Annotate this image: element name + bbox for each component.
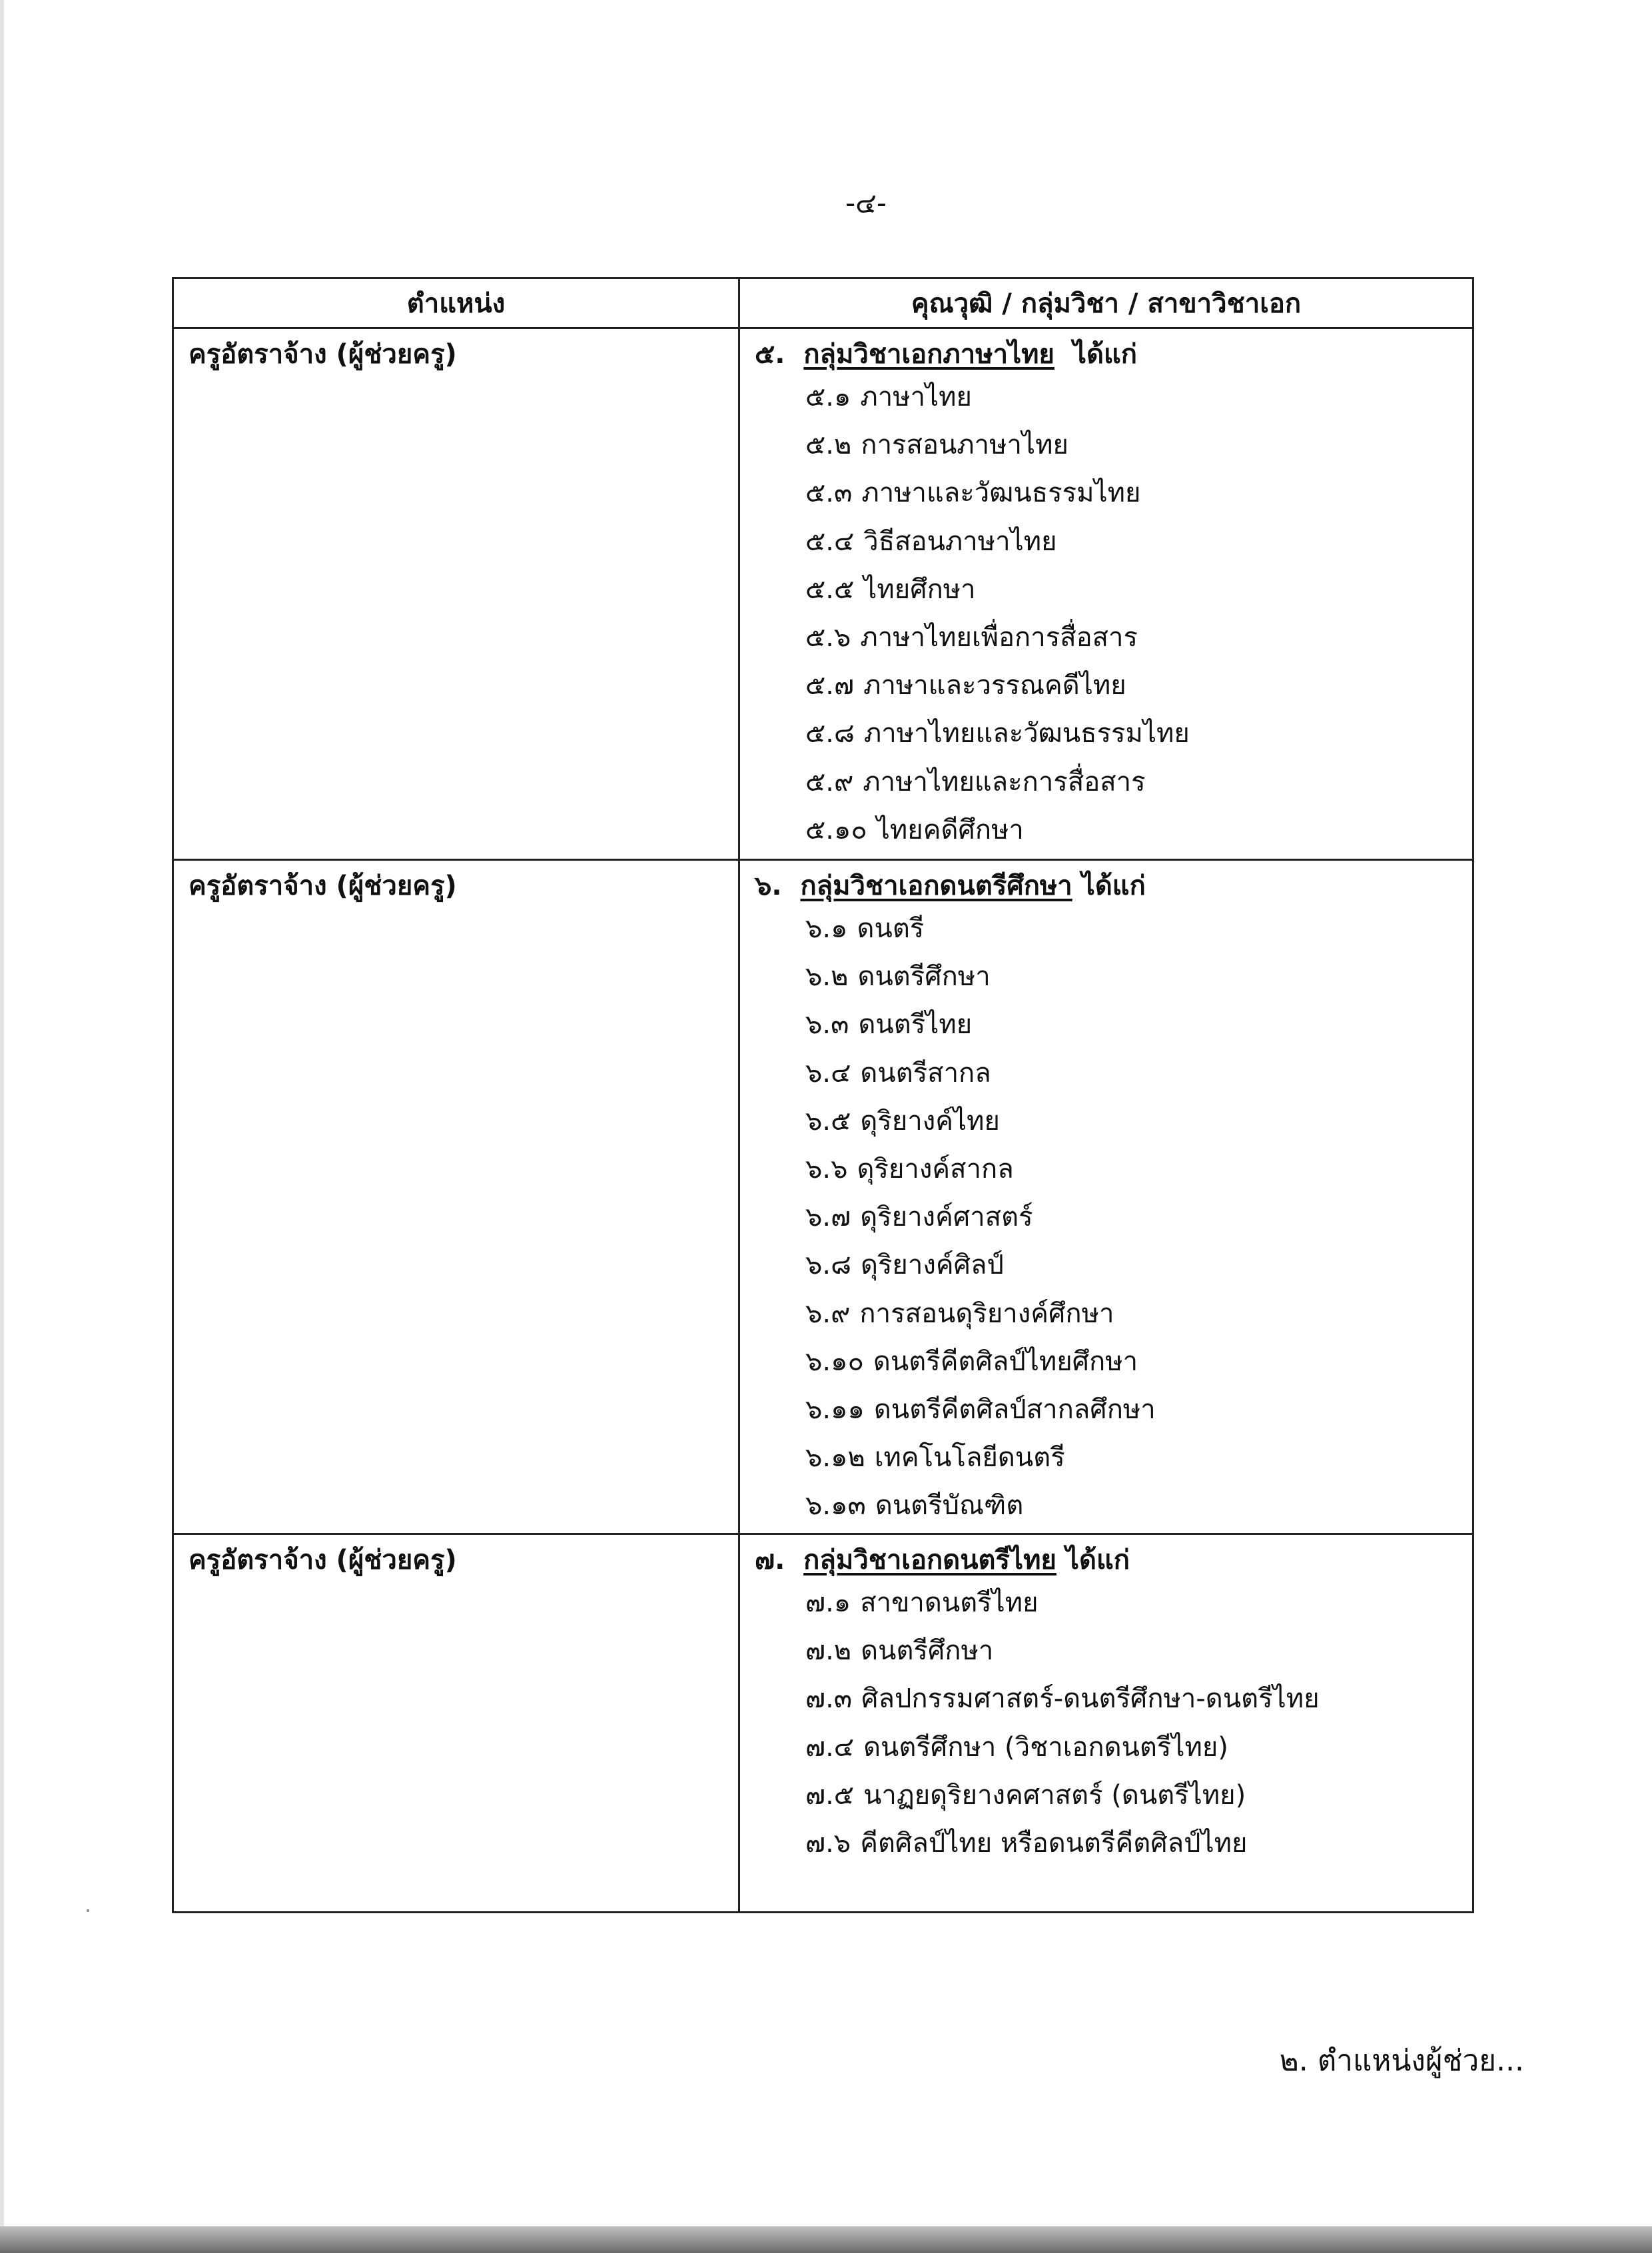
item-text: ดนตรี bbox=[857, 913, 925, 944]
item-number: ๗.๒ bbox=[805, 1635, 852, 1667]
item-text: ดนตรีไทย bbox=[858, 1009, 973, 1041]
item-number: ๖.๑๐ bbox=[805, 1346, 864, 1377]
item-number: ๕.๘ bbox=[805, 718, 855, 749]
page-number: -๔- bbox=[845, 187, 887, 219]
list-item bbox=[805, 758, 1472, 806]
group-name: กลุ่มวิชาเอกดนตรีศึกษา bbox=[800, 871, 1072, 901]
item-number: ๕.๒ bbox=[805, 430, 852, 461]
list-item bbox=[805, 1145, 1472, 1193]
group-name: กลุ่มวิชาเอกภาษาไทย bbox=[803, 339, 1054, 370]
position-text: ครูอัตราจ้าง (ผู้ช่วยครู) bbox=[189, 1545, 457, 1576]
list-item bbox=[805, 1097, 1472, 1145]
item-number: ๕.๔ bbox=[805, 526, 855, 557]
item-text: ภาษาไทยเพื่อการสื่อสาร bbox=[860, 622, 1138, 654]
group-suffix: ได้แก่ bbox=[1072, 339, 1137, 370]
header-position: ตำแหน่ง bbox=[173, 278, 739, 328]
list-item bbox=[805, 1482, 1472, 1530]
list-item bbox=[805, 1675, 1472, 1723]
list-item bbox=[805, 1193, 1472, 1241]
item-text: ดนตรีศึกษา (วิชาเอกดนตรีไทย) bbox=[863, 1731, 1228, 1763]
item-text: ดุริยางค์ศิลป์ bbox=[860, 1250, 1004, 1281]
list-item bbox=[805, 953, 1472, 1001]
item-text: ดุริยางค์สากล bbox=[857, 1154, 1014, 1185]
list-item bbox=[805, 1434, 1472, 1482]
qualification-cell bbox=[739, 328, 1473, 860]
item-number: ๕.๕ bbox=[805, 574, 855, 605]
item-number: ๕.๑ bbox=[805, 382, 851, 412]
list-item bbox=[805, 614, 1472, 662]
group-name: กลุ่มวิชาเอกดนตรีไทย bbox=[803, 1545, 1056, 1576]
item-number: ๖.๖ bbox=[805, 1154, 848, 1185]
item-number: ๕.๖ bbox=[805, 622, 851, 654]
table-row bbox=[173, 1534, 1473, 1913]
list-item bbox=[805, 1627, 1472, 1675]
item-text: ภาษาและวรรณคดีไทย bbox=[863, 670, 1126, 701]
item-text: ดุริยางค์ไทย bbox=[860, 1105, 1000, 1136]
scan-bottom-edge bbox=[0, 2226, 1652, 2253]
position-cell bbox=[173, 328, 739, 860]
item-number: ๖.๑๓ bbox=[805, 1490, 866, 1522]
item-text: ภาษาและวัฒนธรรมไทย bbox=[861, 478, 1141, 509]
list-item bbox=[805, 373, 1472, 421]
item-number: ๖.๓ bbox=[805, 1009, 849, 1041]
item-text: การสอนดุริยางค์ศึกษา bbox=[859, 1298, 1114, 1329]
position-text: ครูอัตราจ้าง (ผู้ช่วยครู) bbox=[189, 871, 457, 901]
subject-list bbox=[740, 373, 1472, 854]
position-text: ครูอัตราจ้าง (ผู้ช่วยครู) bbox=[189, 339, 457, 370]
list-item bbox=[805, 469, 1472, 517]
item-text: ภาษาไทยและวัฒนธรรมไทย bbox=[863, 718, 1190, 749]
item-number: ๖.๑๒ bbox=[805, 1442, 865, 1474]
item-text: คีตศิลป์ไทย หรือดนตรีคีตศิลป์ไทย bbox=[860, 1828, 1248, 1859]
list-item bbox=[805, 1290, 1472, 1338]
item-number: ๕.๓ bbox=[805, 478, 853, 509]
item-number: ๕.๗ bbox=[805, 670, 855, 701]
group-heading bbox=[740, 861, 1472, 905]
item-text: ดนตรีคีตศิลป์ไทยศึกษา bbox=[873, 1346, 1138, 1377]
qualification-cell bbox=[739, 860, 1473, 1534]
list-item bbox=[805, 1819, 1472, 1867]
item-number: ๕.๙ bbox=[805, 766, 854, 797]
table-row bbox=[173, 860, 1473, 1534]
scan-edge bbox=[0, 0, 4, 2253]
subject-list bbox=[740, 905, 1472, 1530]
list-item bbox=[805, 421, 1472, 469]
item-text: การสอนภาษาไทย bbox=[861, 430, 1068, 461]
item-number: ๖.๗ bbox=[805, 1202, 851, 1233]
item-number: ๖.๑ bbox=[805, 913, 848, 944]
list-item bbox=[805, 1386, 1472, 1434]
item-text: เทคโนโลยีดนตรี bbox=[874, 1442, 1065, 1474]
item-number: ๖.๘ bbox=[805, 1250, 851, 1281]
item-number: ๖.๙ bbox=[805, 1298, 851, 1329]
scan-speck bbox=[87, 1909, 89, 1912]
item-text: ดนตรีศึกษา bbox=[861, 1635, 994, 1667]
qualification-table bbox=[172, 277, 1474, 1913]
continuation-text: ๒. ตำแหน่งผู้ช่วย... bbox=[1279, 2044, 1524, 2078]
group-suffix: ได้แก่ bbox=[1081, 871, 1146, 901]
list-item bbox=[805, 905, 1472, 953]
item-text: ภาษาไทยและการสื่อสาร bbox=[863, 766, 1146, 797]
item-number: ๕.๑๐ bbox=[805, 814, 867, 845]
list-item bbox=[805, 662, 1472, 709]
list-item bbox=[805, 1579, 1472, 1627]
item-number: ๗.๔ bbox=[805, 1731, 855, 1763]
position-cell bbox=[173, 860, 739, 1534]
list-item bbox=[805, 1241, 1472, 1289]
list-item bbox=[805, 518, 1472, 566]
qualification-cell bbox=[739, 1534, 1473, 1913]
item-text: สาขาดนตรีไทย bbox=[860, 1587, 1038, 1618]
group-number: ๖. bbox=[755, 871, 782, 901]
item-text: ดนตรีคีตศิลป์สากลศึกษา bbox=[873, 1394, 1156, 1426]
list-item bbox=[805, 1771, 1472, 1819]
item-number: ๖.๔ bbox=[805, 1057, 851, 1089]
group-number: ๗. bbox=[755, 1545, 785, 1576]
item-number: ๗.๕ bbox=[805, 1779, 855, 1811]
list-item bbox=[805, 709, 1472, 757]
list-item bbox=[805, 1049, 1472, 1097]
group-number: ๕. bbox=[755, 339, 785, 370]
group-heading bbox=[740, 1535, 1472, 1579]
table-header-row bbox=[173, 278, 1473, 328]
item-text: นาฏยดุริยางคศาสตร์ (ดนตรีไทย) bbox=[863, 1779, 1246, 1811]
item-text: ดนตรีสากล bbox=[860, 1057, 991, 1089]
item-text: ดุริยางค์ศาสตร์ bbox=[860, 1202, 1033, 1233]
table-row bbox=[173, 328, 1473, 860]
group-suffix: ได้แก่ bbox=[1065, 1545, 1130, 1576]
list-item bbox=[805, 1338, 1472, 1386]
item-text: ภาษาไทย bbox=[860, 382, 972, 412]
item-number: ๗.๖ bbox=[805, 1828, 851, 1859]
item-number: ๖.๒ bbox=[805, 961, 849, 993]
item-number: ๖.๕ bbox=[805, 1105, 851, 1136]
item-text: ศิลปกรรมศาสตร์-ดนตรีศึกษา-ดนตรีไทย bbox=[861, 1683, 1320, 1715]
group-heading bbox=[740, 329, 1472, 373]
item-text: ดนตรีบัณฑิต bbox=[875, 1490, 1024, 1522]
position-cell bbox=[173, 1534, 739, 1913]
list-item bbox=[805, 1723, 1472, 1771]
item-text: ไทยคดีศึกษา bbox=[876, 814, 1024, 845]
item-text: ดนตรีศึกษา bbox=[857, 961, 991, 993]
list-item bbox=[805, 566, 1472, 614]
header-qualification: คุณวุฒิ / กลุ่มวิชา / สาขาวิชาเอก bbox=[739, 278, 1473, 328]
list-item bbox=[805, 806, 1472, 854]
item-text: ไทยศึกษา bbox=[863, 574, 976, 605]
subject-list bbox=[740, 1579, 1472, 1867]
item-number: ๖.๑๑ bbox=[805, 1394, 865, 1426]
item-text: วิธีสอนภาษาไทย bbox=[863, 526, 1057, 557]
item-number: ๗.๑ bbox=[805, 1587, 851, 1618]
item-number: ๗.๓ bbox=[805, 1683, 853, 1715]
list-item bbox=[805, 1001, 1472, 1049]
